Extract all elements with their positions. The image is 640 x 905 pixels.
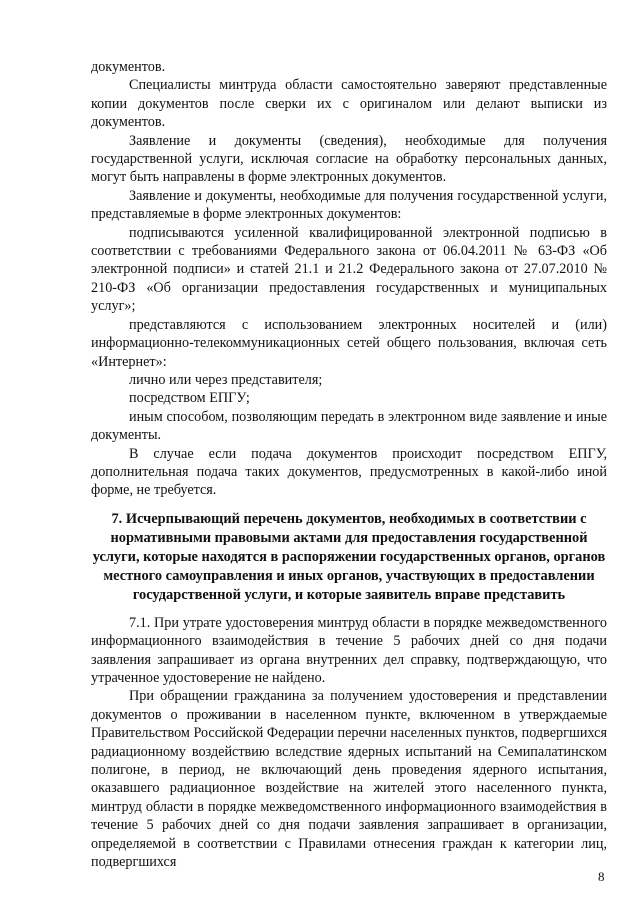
top-paragraphs — [91, 58, 607, 500]
paragraph: документов. — [91, 59, 166, 75]
page-number: 8 — [598, 869, 605, 884]
paragraph: Специалисты минтруда области самостоятельно заверяют представленные копии документов после сверки их с оригиналом или делают выписки из документов. — [91, 77, 607, 131]
paragraph: подписываются усиленной квалифицированной электронной подписью в соответствии с требованиями Федерального закона от 06.04.2011 № 63-ФЗ «Об электронной подписи» и статей 21.1 и 21.2 Федерального закона от 27.07.2010 № 210-ФЗ «Об организации предоставления государственных и муниципальных услуг»; — [91, 224, 607, 315]
page-content — [91, 58, 607, 871]
paragraph: 7.1. При утрате удостоверения минтруд области в порядке межведомственного информационного взаимодействия в течение 5 рабочих дней со дня подачи заявления запрашивает из органа внутренних дел справку, подтверждающую, что утраченное удостоверение не найдено. — [91, 614, 607, 686]
paragraph: представляются с использованием электронных носителей и (или) информационно-телекоммуникационных сетей общего пользования, включая сеть «Интернет»: — [91, 316, 607, 370]
bottom-paragraphs — [91, 614, 607, 872]
paragraph: Заявление и документы (сведения), необходимые для получения государственной услуги, исключая согласие на обработку персональных данных, могут быть направлены в форме электронных документов. — [91, 132, 607, 186]
paragraph: посредством ЕПГУ; — [129, 390, 250, 407]
section-heading: 7. Исчерпывающий перечень документов, необходимых в соответствии с нормативными правовыми актами для предоставления государственной услуги, которые находятся в распоряжении государственных органов, органов местного самоуправления и иных органов, участвующих в предоставлении государственной услуги, и которые заявитель вправе представить — [92, 510, 606, 603]
paragraph: иным способом, позволяющим передать в электронном виде заявление и иные документы. — [91, 408, 607, 444]
paragraph: В случае если подача документов происходит посредством ЕПГУ, дополнительная подача таких документов, предусмотренных в какой-либо иной форме, не требуется. — [91, 445, 607, 499]
paragraph: При обращении гражданина за получением удостоверения и представлении документов о проживании в населенном пункте, включенном в утверждаемые Правительством Российской Федерации перечни населенных пунктов, подвергшихся радиационному воздействию вследствие ядерных испытаний на Семипалатинском полигоне, в период, не включающий день проведения ядерного испытания, оказавшего радиационное воздействие на жителей этого населенного пункта, минтруд области в порядке межведомственного информационного взаимодействия в течение 5 рабочих дней со дня подачи заявления запрашивает в организации, определяемой в соответствии с Правилами отнесения граждан к категории лиц, подвергшихся — [91, 688, 607, 871]
paragraph: лично или через представителя; — [129, 371, 323, 388]
paragraph: Заявление и документы, необходимые для получения государственной услуги, представляемые в форме электронных документов: — [91, 187, 607, 223]
